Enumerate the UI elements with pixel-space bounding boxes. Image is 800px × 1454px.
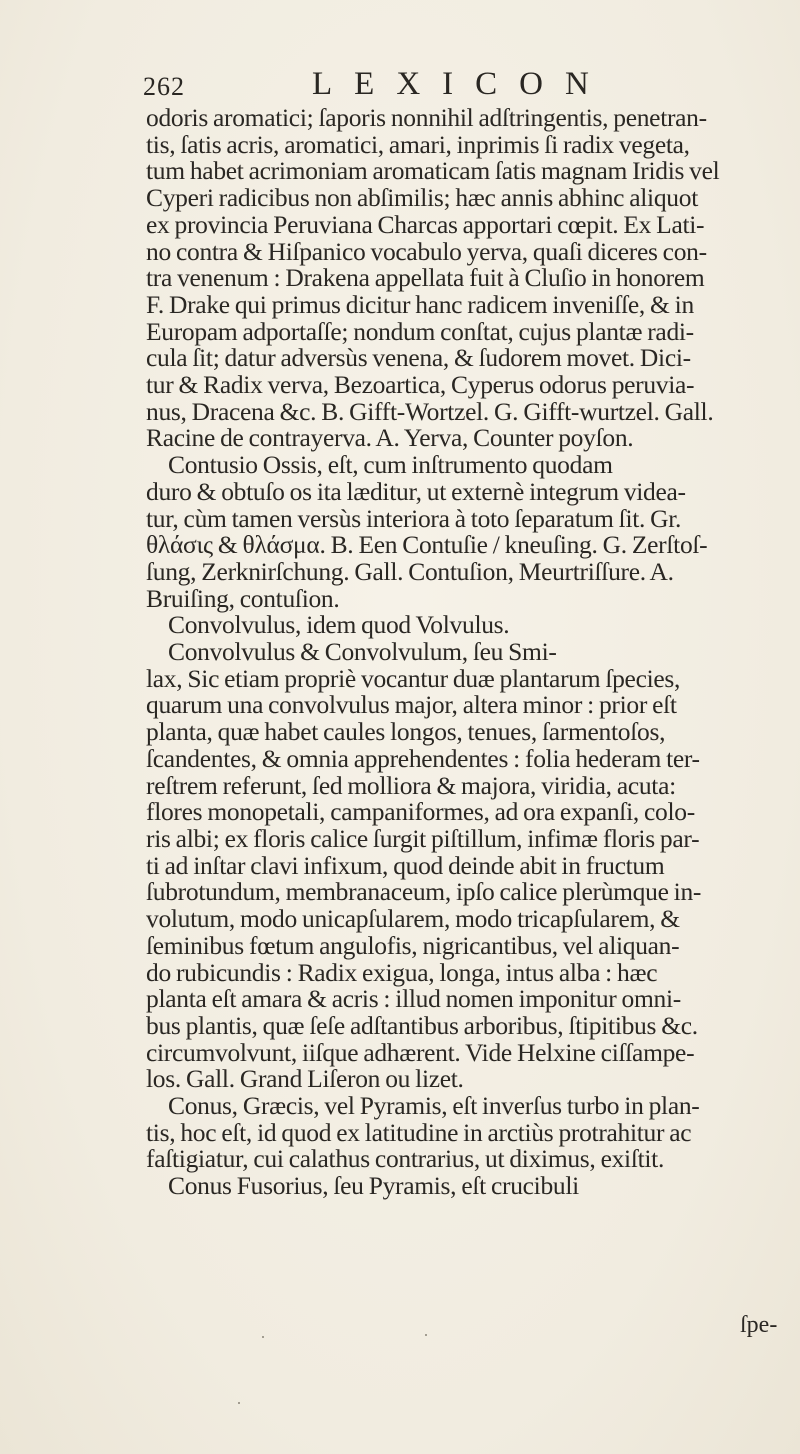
body-text bbox=[146, 105, 796, 1200]
text-line: los. Gall. Grand Liſeron ou lizet. bbox=[146, 1064, 464, 1094]
text-line: Bruiſing, contuſion. bbox=[146, 583, 340, 613]
text-line: lax, Sic etiam propriè vocantur duæ plantarum ſpecies, bbox=[146, 663, 681, 693]
text-line: Cyperi radicibus non abſimilis; hæc annis abhinc aliquot bbox=[146, 183, 698, 213]
text-line: Racine de contrayerva. A. Yerva, Counter poyſon. bbox=[146, 423, 634, 453]
text-line: volutum, modo unicapſularem, modo tricapſularem, & bbox=[146, 904, 680, 934]
text-line: faſtigiatur, cui calathus contrarius, ut diximus, exiſtit. bbox=[146, 1144, 665, 1174]
entry-heading-line: Conus Fusorius, ſeu Pyramis, eſt crucibuli bbox=[168, 1171, 579, 1201]
text-line: F. Drake qui primus dicitur hanc radicem inveniſſe, & in bbox=[146, 289, 694, 319]
page-header bbox=[0, 66, 800, 106]
text-line: quarum una convolvulus major, altera minor : prior eſt bbox=[146, 690, 677, 720]
text-line: odoris aromatici; ſaporis nonnihil adſtringentis, penetran- bbox=[146, 103, 707, 132]
text-line: reſtrem referunt, ſed molliora & majora, viridia, acuta: bbox=[146, 770, 676, 800]
text-line: ſung, Zerknirſchung. Gall. Contuſion, Meurtriſſure. A. bbox=[146, 556, 674, 586]
text-line: no contra & Hiſpanico vocabulo yerva, quaſi diceres con- bbox=[146, 236, 707, 266]
text-line: tum habet acrimoniam aromaticam ſatis magnam Iridis vel bbox=[146, 156, 720, 186]
text-line: tur, cùm tamen versùs interiora à toto ſeparatum ſit. Gr. bbox=[146, 503, 682, 533]
text-line: ex provincia Peruviana Charcas apportari cœpit. Ex Lati- bbox=[146, 209, 705, 239]
text-line: cula ſit; datur adversùs venena, & ſudorem movet. Dici- bbox=[146, 343, 691, 373]
text-line: ſubrotundum, membranaceum, ipſo calice plerùmque in- bbox=[146, 877, 702, 907]
entry-heading-line: Convolvulus, idem quod Volvulus. bbox=[168, 610, 510, 640]
text-line: ſcandentes, & omnia apprehendentes : folia hederam ter- bbox=[146, 743, 700, 773]
text-line: duro & obtuſo os ita læditur, ut externè integrum videa- bbox=[146, 476, 686, 506]
text-line: tra venenum : Drakena appellata fuit à Cluſio in honorem bbox=[146, 263, 705, 293]
text-line: ſeminibus fœtum angulofis, nigricantibus, vel aliquan- bbox=[146, 930, 680, 960]
text-line: nus, Dracena &c. B. Gifft-Wortzel. G. Gifft-wurtzel. Gall. bbox=[146, 396, 714, 426]
paper-speck bbox=[425, 1334, 427, 1336]
text-line: ti ad inſtar clavi infixum, quod deinde abit in fructum bbox=[146, 850, 665, 880]
text-line: circumvolvunt, iiſque adhærent. Vide Helxine ciſſampe- bbox=[146, 1037, 695, 1067]
text-line: do rubicundis : Radix exigua, longa, intus alba : hæc bbox=[146, 957, 658, 987]
text-line: planta, quæ habet caules longos, tenues, ſarmentoſos, bbox=[146, 717, 666, 747]
paper-speck bbox=[238, 1402, 240, 1404]
text-line: tis, ſatis acris, aromatici, amari, inprimis ſi radix vegeta, bbox=[146, 129, 690, 159]
text-line: tur & Radix verva, Bezoartica, Cyperus odorus peruvia- bbox=[146, 370, 695, 400]
text-line: θλάσις & θλάσμα. B. Een Contuſie / kneuſing. G. Zerſtoſ- bbox=[146, 530, 708, 560]
text-line: Europam adportaſſe; nondum conſtat, cujus plantæ radi- bbox=[146, 316, 694, 346]
text-line: planta eſt amara & acris : illud nomen imponitur omni- bbox=[146, 984, 681, 1014]
entry-heading-line: Contusio Ossis, eſt, cum inſtrumento quodam bbox=[168, 450, 613, 480]
text-line: bus plantis, quæ ſeſe adſtantibus arboribus, ſtipitibus &c. bbox=[146, 1010, 698, 1040]
text-line: tis, hoc eſt, id quod ex latitudine in arctiùs protrahitur ac bbox=[146, 1117, 692, 1147]
paper-speck bbox=[262, 1336, 264, 1338]
text-line: ris albi; ex floris calice ſurgit piſtillum, infimæ floris par- bbox=[146, 823, 700, 853]
entry-heading-line: Convolvulus & Convolvulum, ſeu Smi- bbox=[168, 637, 557, 667]
running-head: LEXICON bbox=[312, 66, 611, 102]
text-line: flores monopetali, campaniformes, ad ora expanſi, colo- bbox=[146, 797, 695, 827]
entry-heading-line: Conus, Græcis, vel Pyramis, eſt inverſus turbo in plan- bbox=[168, 1091, 700, 1121]
page-number: 262 bbox=[143, 72, 185, 101]
catchword: ſpe- bbox=[740, 1312, 778, 1338]
